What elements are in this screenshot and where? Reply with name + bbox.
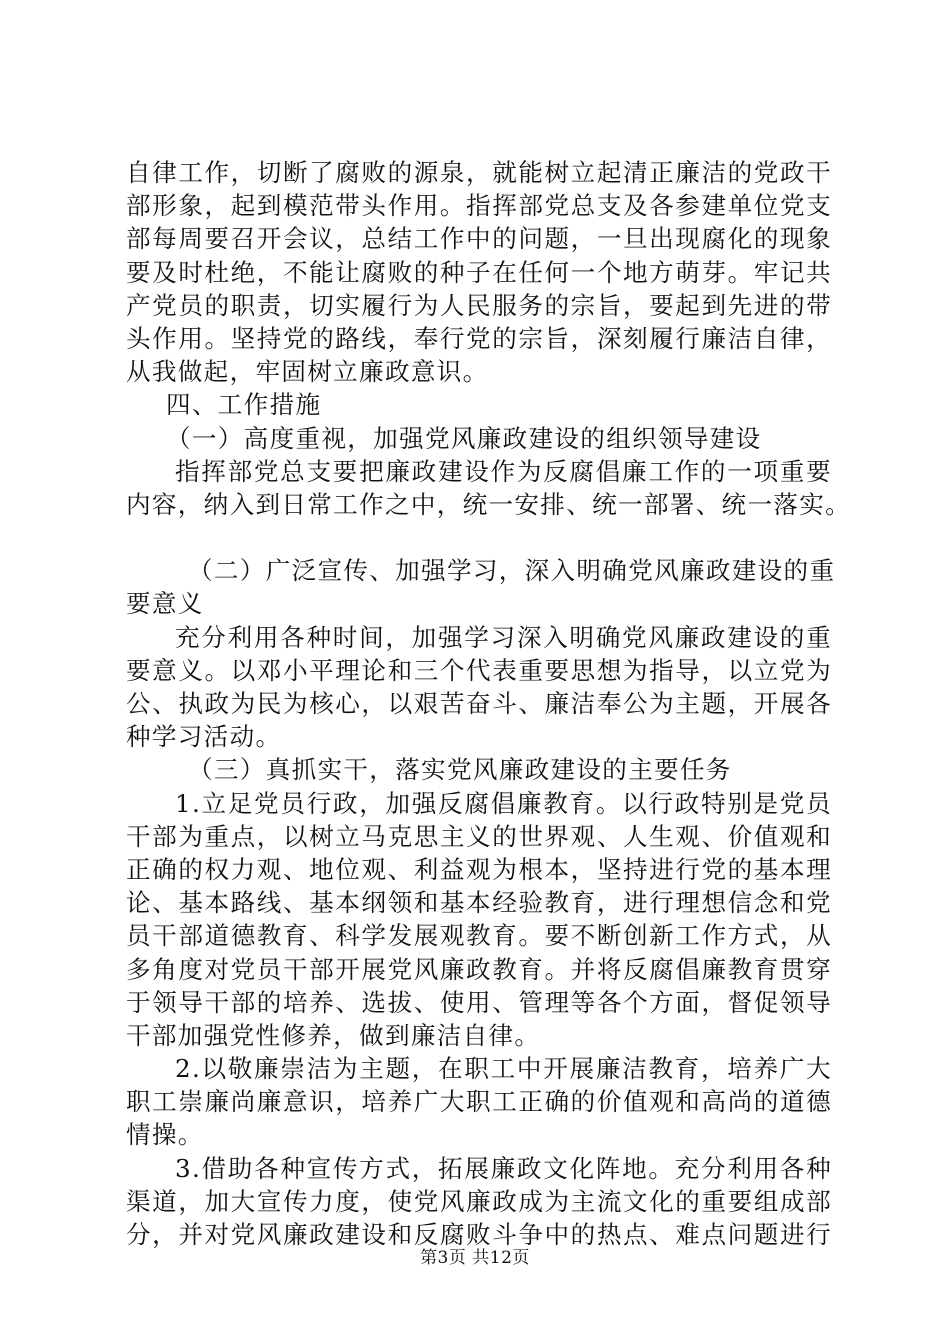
text-line: 分，并对党风廉政建设和反腐败斗争中的热点、难点问题进行 bbox=[126, 1220, 832, 1249]
subsection-heading: （二）广泛宣传、加强学习，深入明确党风廉政建设的重 bbox=[188, 556, 836, 586]
text-line: 干部为重点，以树立马克思主义的世界观、人生观、价值观和 bbox=[126, 821, 832, 851]
page-number-footer: 第3页 共12页 bbox=[420, 1248, 530, 1268]
text-line: 充分利用各种时间，加强学习深入明确党风廉政建设的重 bbox=[175, 622, 832, 652]
text-line: 部每周要召开会议，总结工作中的问题，一旦出现腐化的现象 bbox=[126, 224, 832, 254]
text-line: 自律工作，切断了腐败的源泉，就能树立起清正廉洁的党政干 bbox=[126, 158, 832, 187]
text-line: 内容，纳入到日常工作之中，统一安排、统一部署、统一落实。 bbox=[126, 489, 852, 519]
text-line: 部形象，起到模范带头作用。指挥部党总支及各参建单位党支 bbox=[126, 191, 832, 221]
text-line: 职工崇廉尚廉意识，培养广大职工正确的价值观和高尚的道德 bbox=[126, 1087, 832, 1117]
list-item-line: 2.以敬廉崇洁为主题，在职工中开展廉洁教育，培养广大 bbox=[175, 1054, 832, 1084]
subsection-heading: （三）真抓实干，落实党风廉政建设的主要任务 bbox=[188, 755, 732, 785]
text-line: 论、基本路线、基本纲领和基本经验教育，进行理想信念和党 bbox=[126, 888, 832, 918]
text-line: 正确的权力观、地位观、利益观为根本，坚持进行党的基本理 bbox=[126, 854, 832, 884]
text-line: 渠道，加大宣传力度，使党风廉政成为主流文化的重要组成部 bbox=[126, 1186, 832, 1216]
list-item-line: 1.立足党员行政，加强反腐倡廉教育。以行政特别是党员 bbox=[175, 788, 832, 818]
subsection-heading-continued: 要意义 bbox=[126, 589, 204, 619]
text-line: 多角度对党员干部开展党风廉政教育。并将反腐倡廉教育贯穿 bbox=[126, 954, 832, 984]
section-heading: 四、工作措施 bbox=[166, 390, 322, 420]
text-line: 干部加强党性修养，做到廉洁自律。 bbox=[126, 1020, 541, 1050]
text-line: 员干部道德教育、科学发展观教育。要不断创新工作方式，从 bbox=[126, 921, 832, 951]
text-line: 要意义。以邓小平理论和三个代表重要思想为指导，以立党为 bbox=[126, 655, 832, 685]
text-line: 指挥部党总支要把廉政建设作为反腐倡廉工作的一项重要 bbox=[175, 456, 832, 486]
list-item-line: 3.借助各种宣传方式，拓展廉政文化阵地。充分利用各种 bbox=[175, 1153, 832, 1183]
text-line: 于领导干部的培养、选拔、使用、管理等各个方面，督促领导 bbox=[126, 987, 832, 1017]
subsection-heading: （一）高度重视，加强党风廉政建设的组织领导建设 bbox=[166, 423, 762, 453]
text-line: 要及时杜绝，不能让腐败的种子在任何一个地方萌芽。牢记共 bbox=[126, 257, 832, 287]
paragraph-gap bbox=[126, 521, 832, 554]
text-line: 种学习活动。 bbox=[126, 722, 282, 752]
text-line: 公、执政为民为核心，以艰苦奋斗、廉洁奉公为主题，开展各 bbox=[126, 689, 832, 718]
document-body bbox=[126, 156, 852, 1251]
text-line: 产党员的职责，切实履行为人民服务的宗旨，要起到先进的带 bbox=[126, 290, 832, 320]
text-line: 情操。 bbox=[126, 1120, 204, 1150]
text-line: 从我做起，牢固树立廉政意识。 bbox=[126, 357, 489, 387]
text-line: 头作用。坚持党的路线，奉行党的宗旨，深刻履行廉洁自律， bbox=[126, 323, 832, 353]
